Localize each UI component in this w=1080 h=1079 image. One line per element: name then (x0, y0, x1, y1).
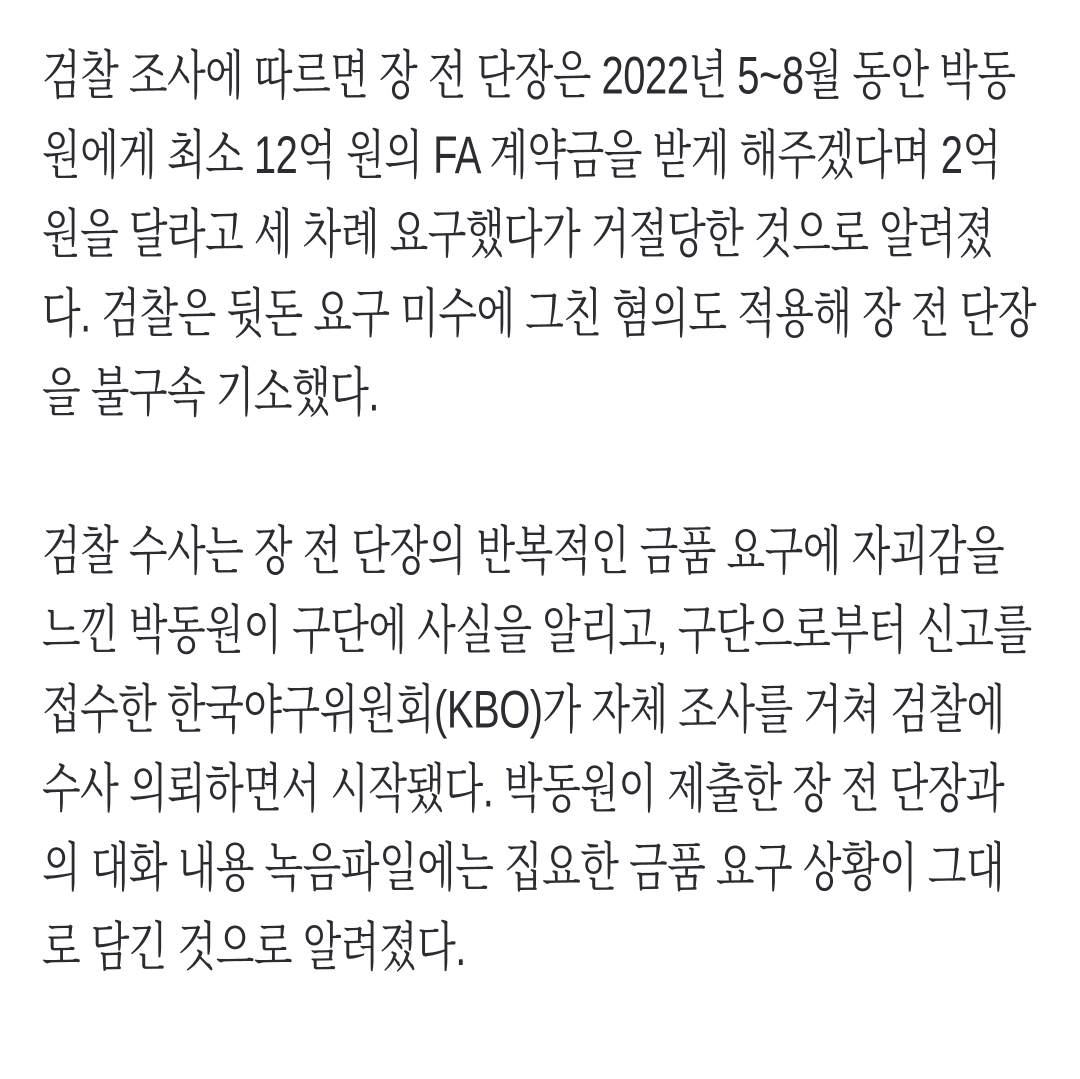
article-paragraph-1: 검찰 조사에 따르면 장 전 단장은 2022년 5~8월 동안 박동원에게 최소 12억 원의 FA 계약금을 받게 해주겠다며 2억 원을 달라고 세 차례 요구했다가 거절당한 것으로 알려졌다. 검찰은 뒷돈 요구 미수에 그친 혐의도 적용해 장 전 단장을 불구속 기소했다. (42, 47, 1036, 423)
article-paragraph-2: 검찰 수사는 장 전 단장의 반복적인 금품 요구에 자괴감을 느낀 박동원이 구단에 사실을 알리고, 구단으로부터 신고를 접수한 한국야구위원회(KBO)가 자체 조사를 거쳐 검찰에 수사 의뢰하면서 시작됐다. 박동원이 제출한 장 전 단장과의 대화 내용 녹음파일에는 집요한 금품 요구 상황이 그대로 담긴 것으로 알려졌다. (42, 522, 1032, 977)
